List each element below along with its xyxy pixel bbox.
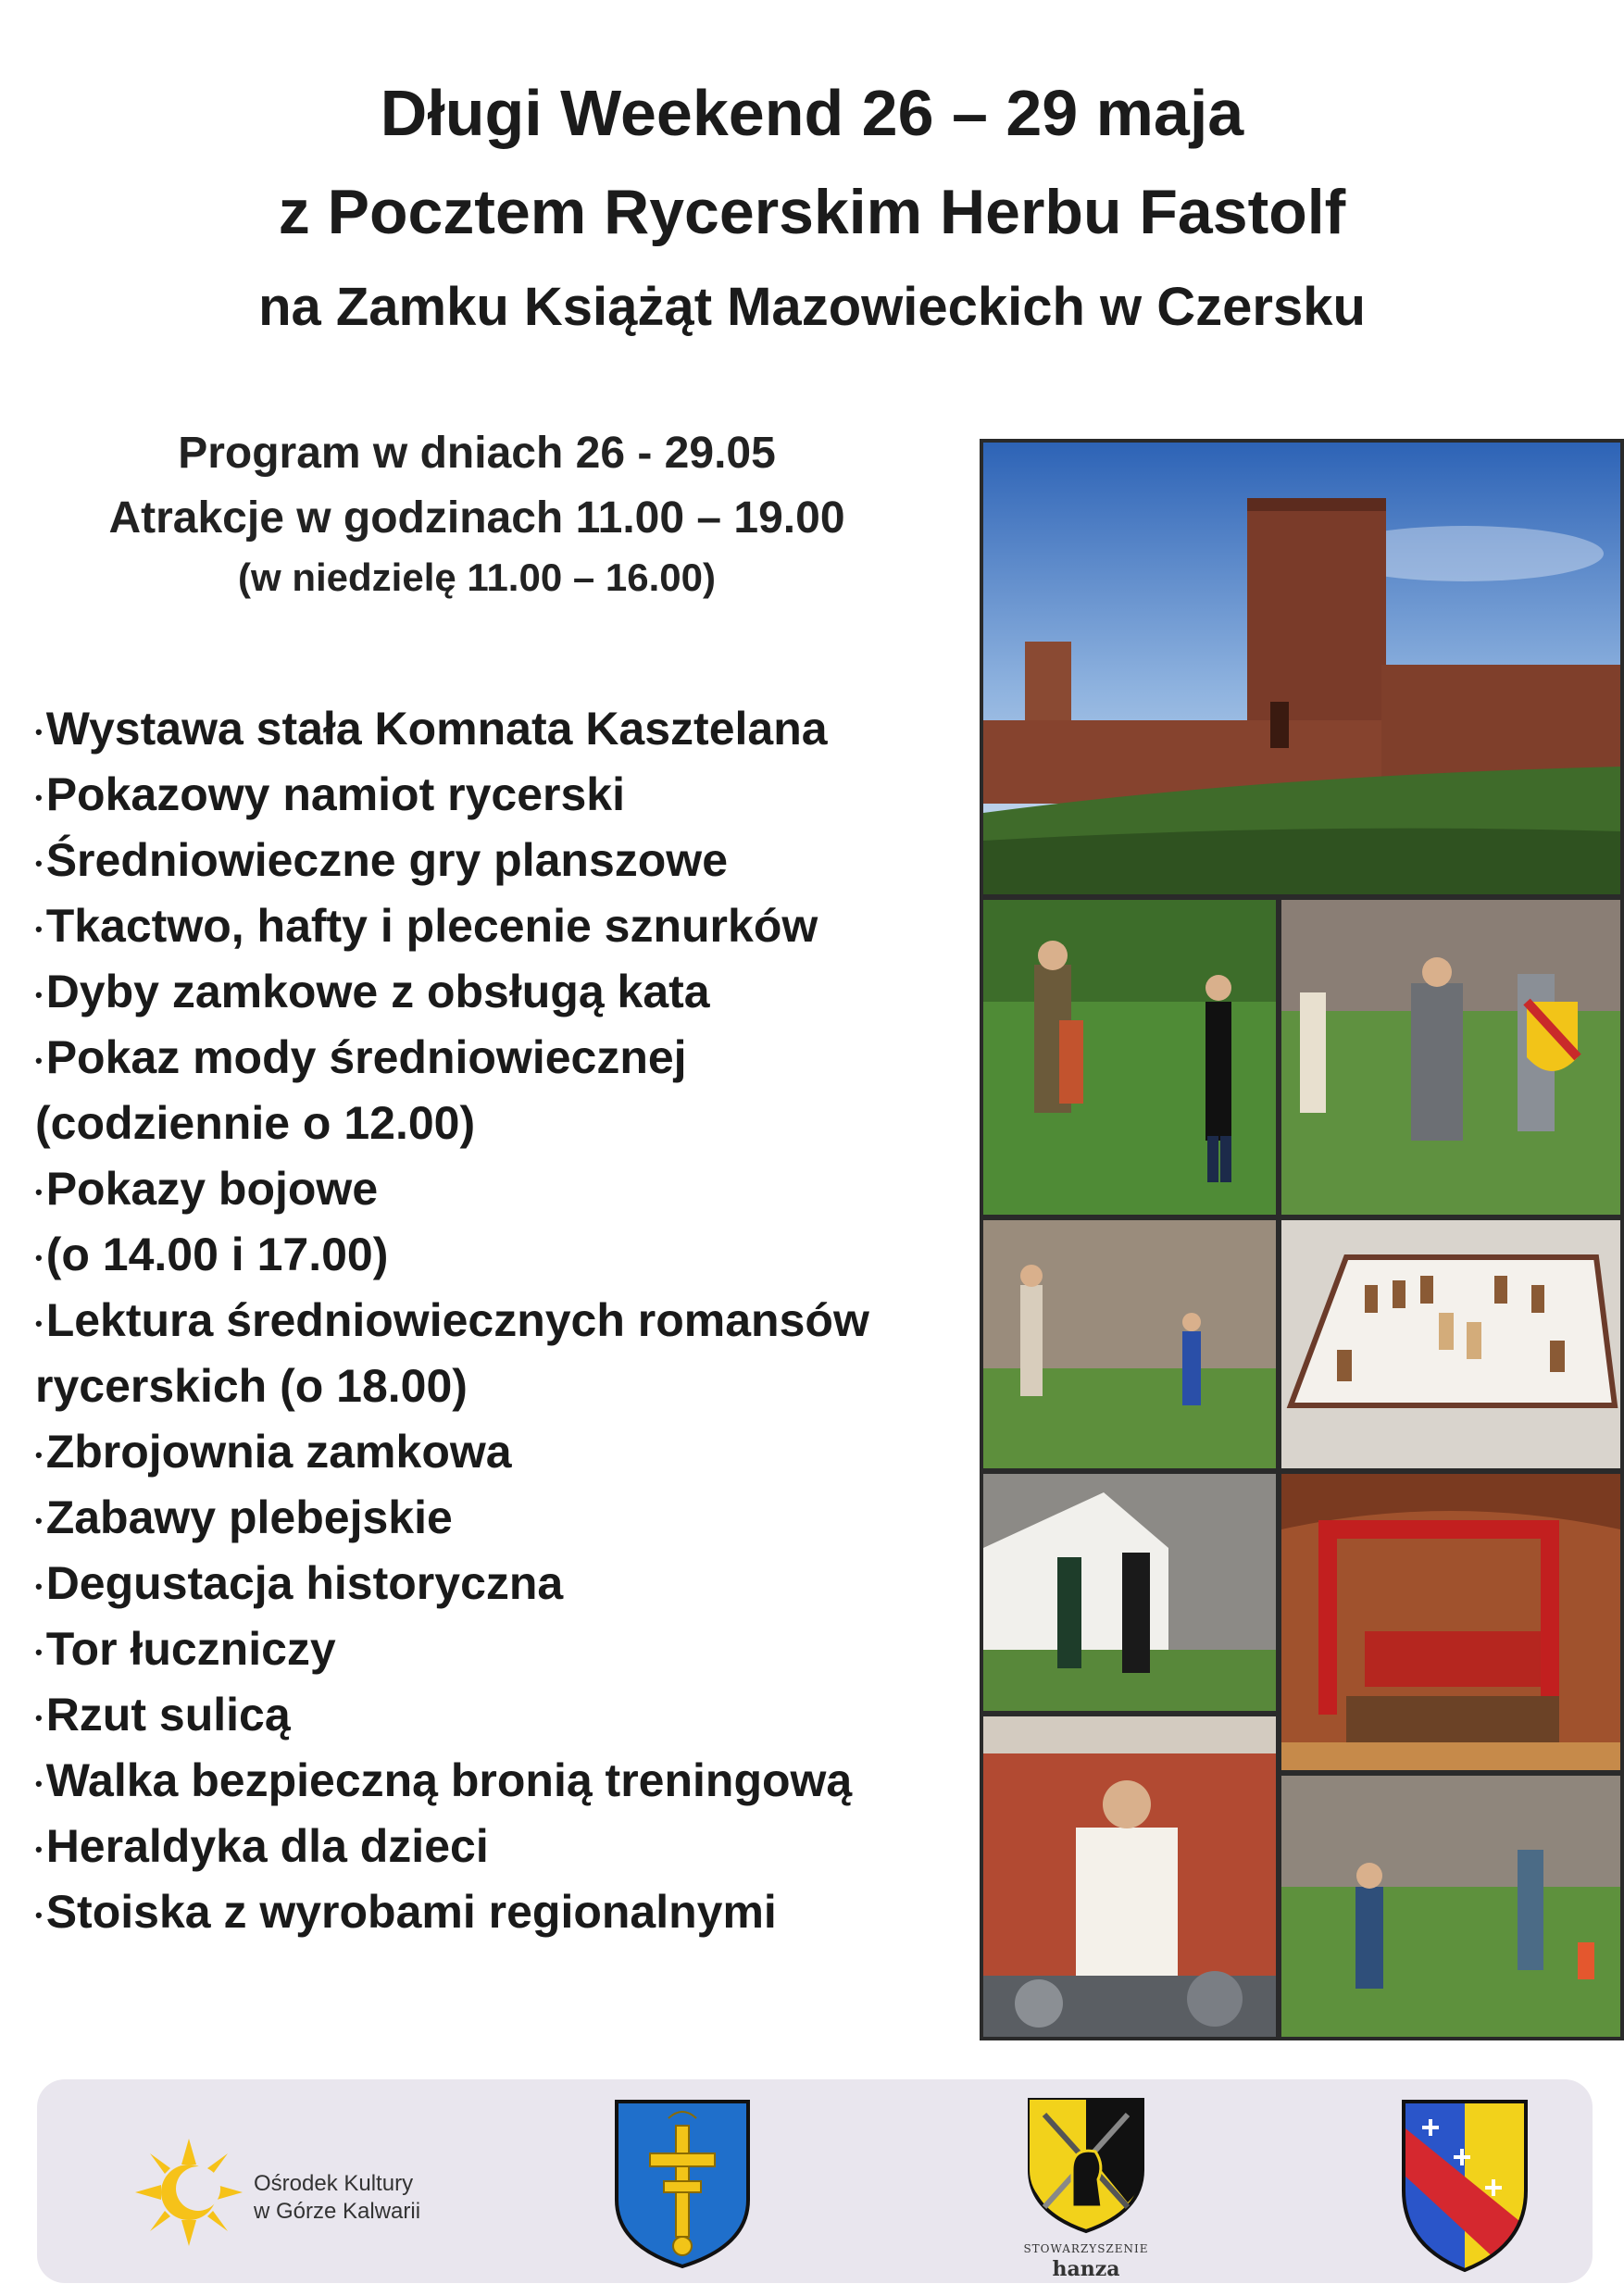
attraction-item <box>35 1485 961 1551</box>
attraction-item <box>35 1288 961 1354</box>
attraction-item <box>35 1814 961 1879</box>
bullet-icon: • <box>35 1246 43 1270</box>
attraction-label: (o 14.00 i 17.00) <box>45 1229 389 1280</box>
attraction-item <box>35 959 961 1025</box>
bullet-icon: • <box>35 1049 43 1073</box>
bullet-icon: • <box>35 1180 43 1204</box>
attraction-label: Degustacja historyczna <box>45 1557 564 1609</box>
attraction-label: Zabawy plebejskie <box>45 1491 453 1543</box>
attraction-label: Zbrojownia zamkowa <box>45 1426 512 1478</box>
attraction-item <box>35 1616 961 1682</box>
page-title-line2: z Pocztem Rycerskim Herbu Fastolf <box>278 177 1346 247</box>
attraction-item <box>35 696 961 762</box>
bullet-icon: • <box>35 983 43 1007</box>
attraction-item <box>35 1748 961 1814</box>
page-title-line3: na Zamku Książąt Mazowieckich w Czersku <box>258 277 1366 337</box>
okgk-sun-logo <box>133 2137 244 2248</box>
hanza-caption-big: hanza <box>1052 2257 1120 2281</box>
program-sunday-hours: (w niedzielę 11.00 – 16.00) <box>238 555 716 599</box>
board-game-photo <box>1281 1220 1620 1468</box>
attraction-label: Walka bezpieczną bronią treningową <box>45 1754 853 1806</box>
bullet-icon: • <box>35 1903 43 1928</box>
attraction-item <box>35 1419 961 1485</box>
attraction-item <box>35 1222 961 1288</box>
sword-training-photo <box>983 1474 1276 1711</box>
hanza-association-logo <box>1026 2096 1146 2235</box>
attraction-item <box>35 1354 961 1419</box>
attraction-item <box>35 1682 961 1748</box>
duel-photo <box>1281 900 1620 1215</box>
bullet-icon: • <box>35 720 43 744</box>
attraction-item <box>35 1091 961 1156</box>
attraction-item <box>35 762 961 828</box>
attraction-label: Tkactwo, hafty i plecenie sznurków <box>45 900 818 952</box>
attraction-label: Wystawa stała Komnata Kasztelana <box>45 703 828 755</box>
program-hours: Atrakcje w godzinach 11.00 – 19.00 <box>108 493 845 543</box>
attraction-item <box>35 1551 961 1616</box>
bullet-icon: • <box>35 852 43 876</box>
attraction-label: Dyby zamkowe z obsługą kata <box>45 966 710 1017</box>
bullet-icon: • <box>35 1838 43 1862</box>
armory-photo <box>983 1716 1276 2037</box>
spear-throw-photo <box>1281 1776 1620 2037</box>
attraction-label: Średniowieczne gry planszowe <box>45 834 729 886</box>
attractions-list <box>35 696 961 1945</box>
attraction-label: Stoiska z wyrobami regionalnymi <box>45 1886 777 1938</box>
okgk-name: Ośrodek Kultury w Górze Kalwarii <box>254 2171 421 2224</box>
sponsor-footer <box>37 2079 1593 2283</box>
bullet-icon: • <box>35 917 43 942</box>
bullet-icon: • <box>35 1509 43 1533</box>
bullet-icon: • <box>35 1575 43 1599</box>
attraction-label: Pokazowy namiot rycerski <box>45 768 625 820</box>
attraction-label: Heraldyka dla dzieci <box>45 1820 489 1872</box>
kids-games-photo <box>983 1220 1276 1468</box>
program-dates: Program w dniach 26 - 29.05 <box>178 429 776 478</box>
attraction-item <box>35 893 961 959</box>
chamber-photo <box>1281 1474 1620 1770</box>
bullet-icon: • <box>35 1443 43 1467</box>
page-title-line1: Długi Weekend 26 – 29 maja <box>380 77 1244 149</box>
attraction-label: (codziennie o 12.00) <box>35 1097 476 1149</box>
bullet-icon: • <box>35 1772 43 1796</box>
archery-photo <box>983 900 1276 1215</box>
attraction-item <box>35 1879 961 1945</box>
bullet-icon: • <box>35 1641 43 1665</box>
attraction-item <box>35 828 961 893</box>
hanza-caption <box>1007 2242 1165 2281</box>
gora-kalwaria-coat-of-arms <box>613 2098 752 2270</box>
attraction-label: Tor łuczniczy <box>45 1623 336 1675</box>
attraction-label: rycerskich (o 18.00) <box>35 1360 468 1412</box>
attraction-label: Pokaz mody średniowiecznej <box>45 1031 687 1083</box>
photo-collage <box>980 439 1624 2040</box>
attraction-item <box>35 1156 961 1222</box>
bullet-icon: • <box>35 1312 43 1336</box>
attraction-label: Lektura średniowiecznych romansów <box>45 1294 869 1346</box>
attraction-item <box>35 1025 961 1091</box>
bullet-icon: • <box>35 1706 43 1730</box>
bullet-icon: • <box>35 786 43 810</box>
hanza-caption-small: STOWARZYSZENIE <box>1023 2242 1149 2255</box>
attraction-label: Pokazy bojowe <box>45 1163 379 1215</box>
castle-photo <box>983 443 1620 894</box>
attraction-label: Rzut sulicą <box>45 1689 291 1741</box>
fastolf-coat-of-arms <box>1400 2098 1530 2274</box>
